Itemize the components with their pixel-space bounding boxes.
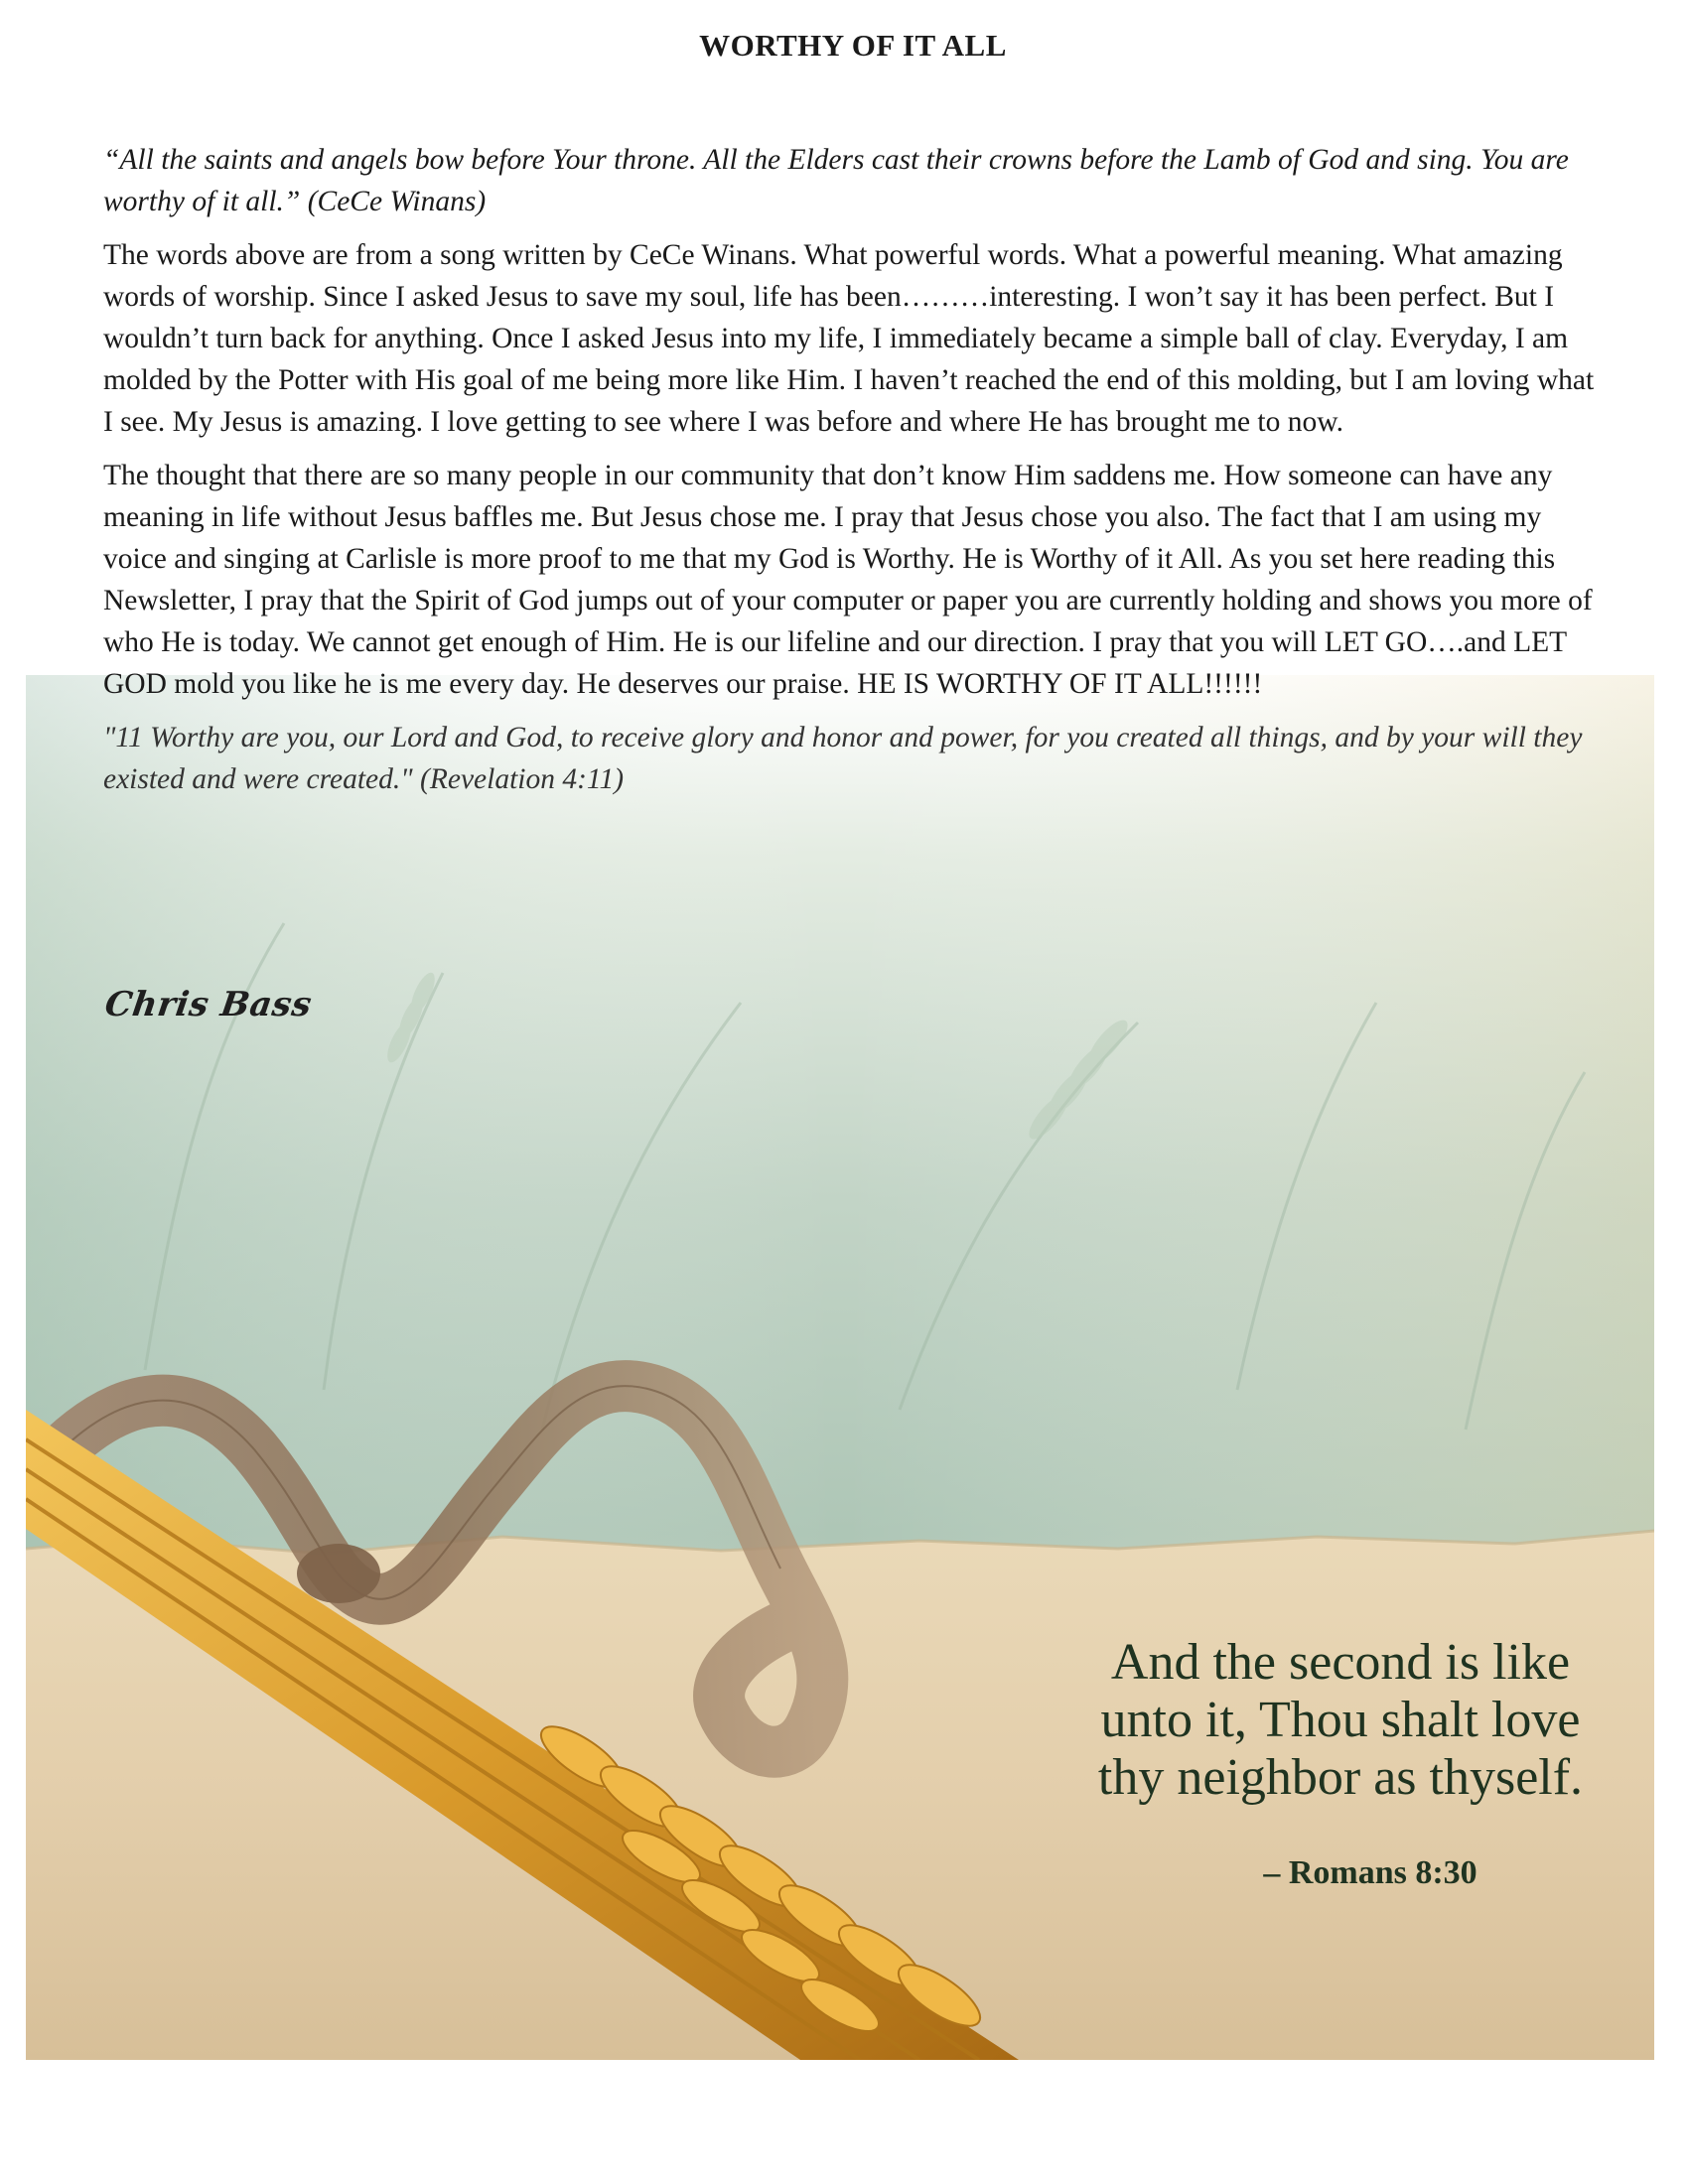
opening-quote: “All the saints and angels bow before Your throne. All the Elders cast their crowns before the Lamb of God and sing. You are worthy of it all.” (CeCe Winans) bbox=[103, 144, 1569, 217]
article-body bbox=[103, 139, 1603, 812]
paragraph-1: The words above are from a song written by CeCe Winans. What powerful words. What a powerful meaning. What amazing words of worship. Since I asked Jesus to save my soul, life has been………interesting. I won’t say it has been perfect. But I wouldn’t turn back for anything. Once I asked Jesus into my life, I immediately became a simple ball of clay. Everyday, I am molded by the Potter with His goal of me being more like Him. I haven’t reached the end of this molding, but I am loving what I see. My Jesus is amazing. I love getting to see where I was before and where He has brought me to now. bbox=[103, 239, 1595, 438]
closing-verse: "11 Worthy are you, our Lord and God, to receive glory and honor and power, for you created all things, and by your will they existed and were created." (Revelation 4:11) bbox=[103, 722, 1583, 795]
article-title: WORTHY OF IT ALL bbox=[699, 28, 1007, 63]
scripture-callout bbox=[1062, 1634, 1618, 1892]
paragraph-2: The thought that there are so many people in our community that don’t know Him saddens me. How someone can have any meaning in life without Jesus baffles me. But Jesus chose me. I pray that Jesus chose you also. The fact that I am using my voice and singing at Carlisle is more proof to me that my God is Worthy. He is Worthy of it All. As you set here reading this Newsletter, I pray that the Spirit of God jumps out of your computer or paper you are currently holding and shows you more of who He is today. We cannot get enough of Him. He is our lifeline and our direction. I pray that you will LET GO….and LET GOD mold you like he is me every day. He deserves our praise. HE IS WORTHY OF IT ALL!!!!!! bbox=[103, 460, 1593, 700]
scripture-reference: – Romans 8:30 bbox=[1263, 1854, 1477, 1891]
author-signature: Chris Bass bbox=[102, 985, 315, 1024]
scripture-text: And the second is like unto it, Thou shalt love thy neighbor as thyself. bbox=[1097, 1634, 1584, 1806]
